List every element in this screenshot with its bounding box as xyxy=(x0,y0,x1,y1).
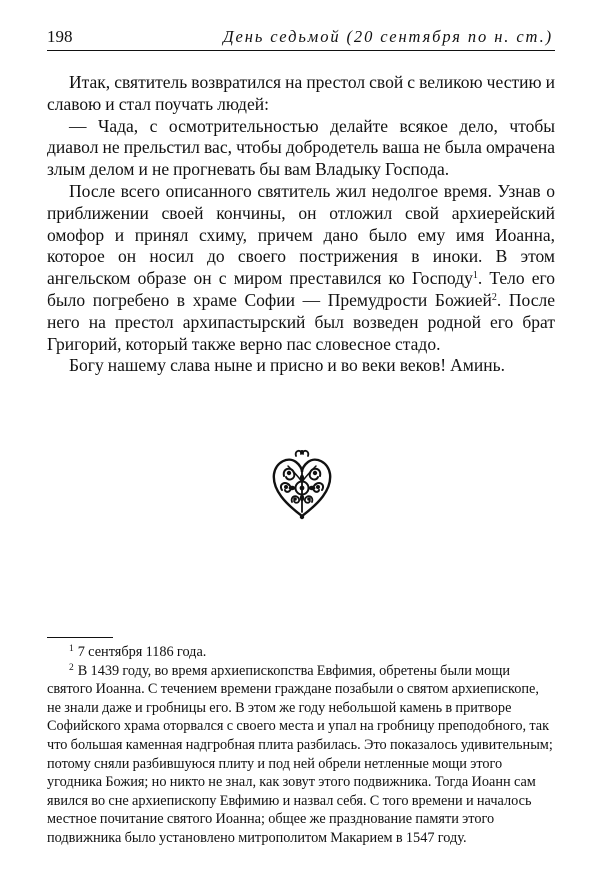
running-head xyxy=(47,24,555,52)
footnote-2 xyxy=(47,662,555,848)
page-number: 198 xyxy=(47,27,73,46)
footnotes xyxy=(47,643,555,848)
paragraph: — Чада, с осмотрительностью делайте всякое дело, чтобы диавол не прельстил вас, чтобы добродетель ваша не была омрачена злым делом и не прогневать бы вам Владыку Господа. xyxy=(47,115,555,180)
footnote-mark: 2 xyxy=(69,662,74,673)
footnote-1 xyxy=(47,643,555,662)
header-rule xyxy=(47,50,555,51)
paragraph: Итак, святитель возвратился на престол свой с великою честию и славою и стал поучать людей: xyxy=(47,72,555,114)
floral-vignette-icon xyxy=(264,446,340,522)
footnote-ref-1[interactable]: 1 xyxy=(472,270,478,282)
paragraph-text: . Тело его было погребено в храме Софии — Премудрости Божией xyxy=(47,268,555,310)
paragraph-text: После всего описанного святитель жил недолгое время. Узнав о приближении своей кончины, он отложил свой архиерейский омофор и принял схиму, причем дано было ему имя Иоанна, которое он носил до своего пострижения в иноки. В этом ангельском образе он с миром преставился ко Господу xyxy=(47,180,555,289)
paragraph: Богу нашему слава ныне и присно и во веки веков! Аминь. xyxy=(69,355,505,376)
running-title: День седьмой (20 сентября по н. ст.) xyxy=(223,27,553,46)
main-text xyxy=(47,72,555,377)
footnote-text: 7 сентября 1186 года. xyxy=(77,644,207,660)
footnote-text: В 1439 году, во время архиепископства Евфимия, обретены были мощи святого Иоанна. С течением времени граждане позабыли о святом архиепископе, не знали даже и гробницы его. В этом же году небольшой камень в притворе Софийского храма оторвался с своего места и упал на гробницу преподобного, так что большая каменная надгробная плита разбилась. Это показалось удивительным; потому сняли разбившуюся плиту и под ней обрели нетленные мощи этого угодника Божия; но никто не знал, как зовут этого подвижника. Тогда Иоанн сам явился во сне архиепископу Евфимию и назвал себя. С того времени и началось местное почитание святого Иоанна; общее же празднование памяти этого подвижника было установлено митрополитом Макарием в 1547 году. xyxy=(47,662,553,846)
paragraph-text: . После него на престол архипастырский был возведен родной его брат Григорий, который также верно пас словесное стадо. xyxy=(47,289,555,354)
footnote-ref-2[interactable]: 2 xyxy=(491,291,497,303)
footnote-rule xyxy=(47,637,113,638)
paragraph xyxy=(47,181,555,355)
footnote-mark: 1 xyxy=(69,644,74,654)
